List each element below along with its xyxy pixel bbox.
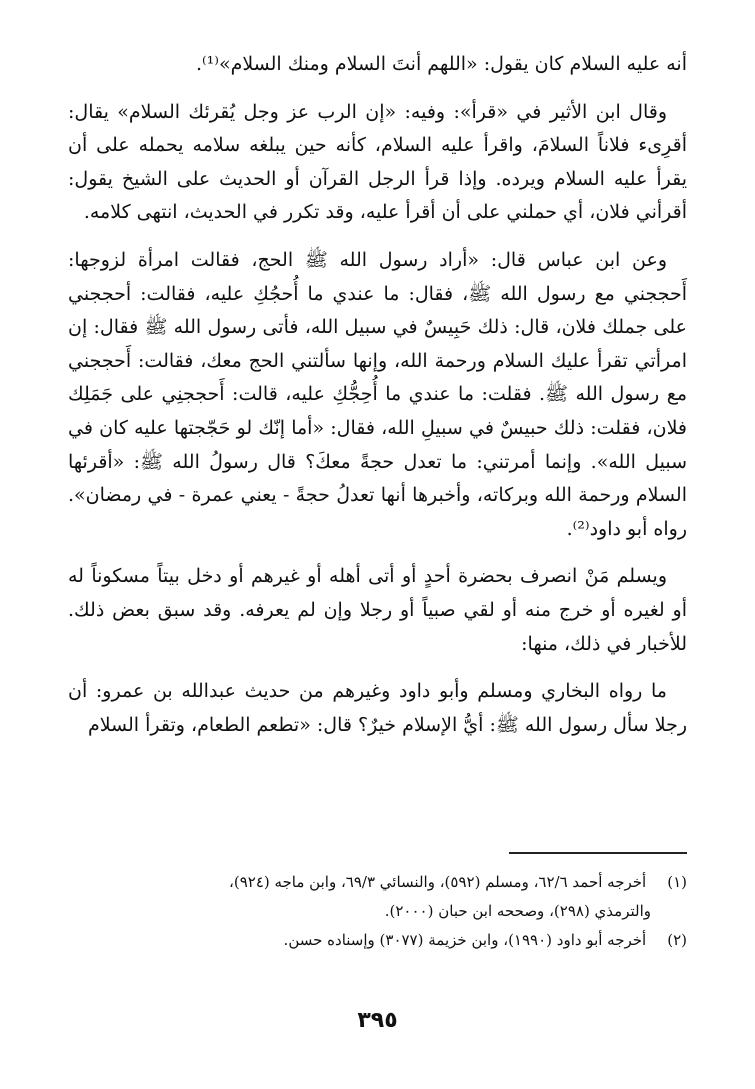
paragraph-5: ما رواه البخاري ومسلم وأبو داود وغيرهم من حديث عبدالله بن عمرو: أن رجلا سأل رسول الله ﷺ: أيُّ الإسلام خيرٌ؟ قال: «تطعم الطعام، وتقرأ السلام [68,680,687,736]
footnote-number: (٢) [667,931,687,949]
paragraph-4: ويسلم مَنْ انصرف بحضرة أحدٍ أو أتى أهله أو غيرهم أو دخل بيتاً مسكوناً له أو لغيره أو خرج منه أو لقي صبياً أو رجلا وإن لم يعرفه. وقد سبق بعض ذلك. للأخبار في ذلك، منها: [68,565,687,655]
footnote-1-continuation: والترمذي (٢٩٨)، وصححه ابن حبان (٢٠٠٠). [384,902,651,920]
footnotes [68,868,687,955]
paragraph-1: أنه عليه السلام كان يقول: «اللهم أنتَ السلام ومنك السلام»⁽¹⁾. [195,53,687,75]
footnote-separator [509,852,687,854]
paragraph-2: وقال ابن الأثير في «قرأ»: وفيه: «إن الرب عز وجل يُقرئك السلام» يقال: أقرِىء فلاناً السلامَ، واقرأ عليه السلام، كأنه حين يبلغه سلامه يحمله على أن يقرأ عليه السلام ويرده. وإذا قرأ الرجل القرآن أو الحديث على الشيخ يقول: أقرأني فلان، أي حملني على أن أقرأ عليه، وقد تكرر في الحديث، انتهى كلامه. [68,100,687,224]
footnote-text: أخرجه أحمد ٦٢/٦، ومسلم (٥٩٢)، والنسائي ٦٩/٣، وابن ماجه (٩٢٤)، [229,873,647,891]
main-text [68,48,687,742]
paragraph-3: وعن ابن عباس قال: «أراد رسول الله ﷺ الحج، فقالت امرأة لزوجها: أَحججني مع رسول الله ﷺ، فقال: ما عندي ما أُحجُكِ عليه، فقالت: أحججني على جملك فلان، قال: ذلك حَبِيسٌ في سبيل الله، فأتى رسول الله ﷺ فقال: إن امرأتي تقرأ عليك السلام ورحمة الله، وإنها سألتني الحج معك، فقالت: أَحججني مع رسول الله ﷺ. فقلت: ما عندي ما أُحِجُّكِ عليه، قالت: أَحججنِي على جَمَلِك فلان، فقلت: ذلك حبيسٌ في سبيلِ الله، فقال: «أما إنّك لو حَجّجتها عليه كان في سبيل الله». وإنما أمرتني: ما تعدل حجةً معكَ؟ قال رسولُ الله ﷺ: «أقرئها السلام ورحمة الله وبركاته، وأخبرها أنها تعدلُ حجةً - يعني عمرة - في رمضان». رواه أبو داود⁽²⁾. [68,248,687,540]
page-number: ٣٩٥ [357,1008,398,1033]
footnote-text: أخرجه أبو داود (١٩٩٠)، وابن خزيمة (٣٠٧٧) وإسناده حسن. [283,931,647,949]
footnote-number: (١) [667,873,687,891]
footnote-2 [68,926,687,955]
footnote-1 [68,868,687,897]
